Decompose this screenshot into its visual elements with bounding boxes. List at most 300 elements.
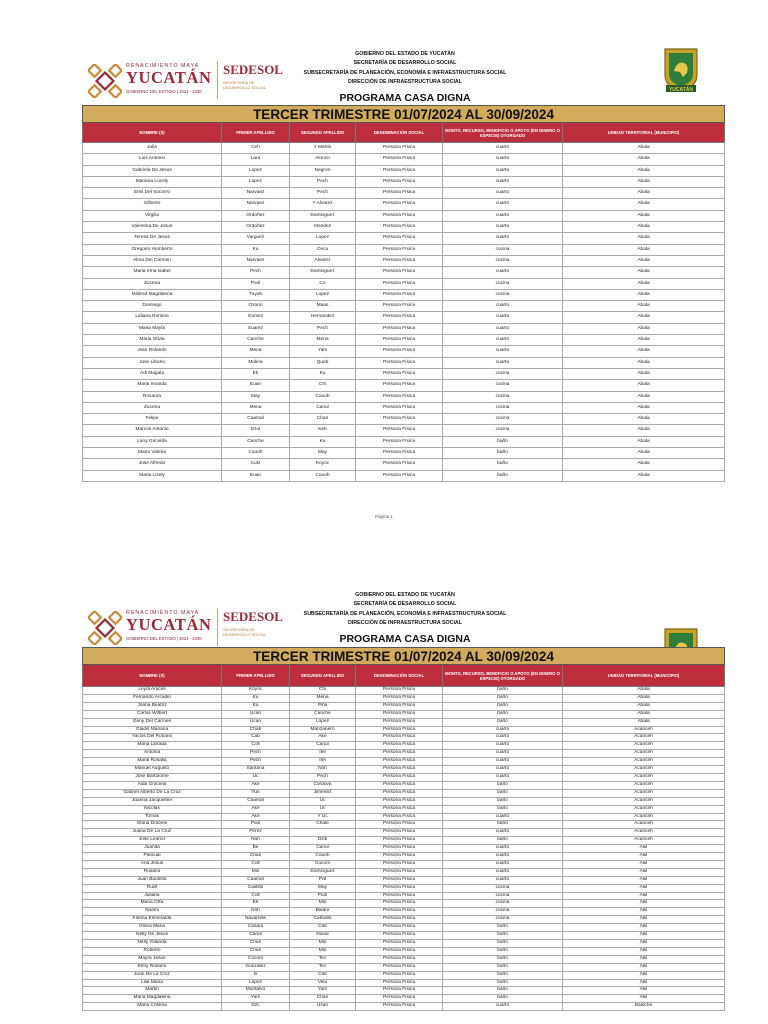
cell-nombre: Carlos Wilbert <box>83 710 222 718</box>
cell-denominacion: Persona Física <box>356 368 443 379</box>
cell-primer-apellido: Lopez <box>222 979 290 987</box>
cell-denominacion: Persona Física <box>356 702 443 710</box>
table-row <box>83 758 725 766</box>
cell-unidad: Abala <box>563 165 725 176</box>
logo-divider <box>217 61 218 99</box>
table-row <box>83 908 725 916</box>
cell-nombre: Juana De La Cruz <box>83 829 222 837</box>
cell-unidad: Acanceh <box>563 805 725 813</box>
cell-segundo-apellido: Tec <box>290 955 356 963</box>
table-row <box>83 781 725 789</box>
cell-monto: cuarto <box>443 868 563 876</box>
cell-denominacion: Persona Física <box>356 916 443 924</box>
table-row <box>83 702 725 710</box>
cell-primer-apellido: Ek <box>222 368 290 379</box>
cell-nombre: Zucena <box>83 402 222 413</box>
cell-monto: cuarto <box>443 853 563 861</box>
cell-unidad: Abala <box>563 199 725 210</box>
cell-monto: cuarto <box>443 267 563 278</box>
cell-segundo-apellido: Naval <box>290 932 356 940</box>
cell-denominacion: Persona Física <box>356 718 443 726</box>
cell-denominacion: Persona Física <box>356 323 443 334</box>
table-row <box>83 940 725 948</box>
cell-denominacion: Persona Física <box>356 860 443 868</box>
cell-monto: cocina <box>443 402 563 413</box>
table-row <box>83 687 725 695</box>
cell-denominacion: Persona Física <box>356 210 443 221</box>
cell-nombre: Maria Valeria <box>83 448 222 459</box>
cell-unidad: Akil <box>563 916 725 924</box>
cell-unidad: Abala <box>563 687 725 695</box>
cell-segundo-apellido: Canul <box>290 742 356 750</box>
cell-unidad: Abala <box>563 391 725 402</box>
cell-monto: baño <box>443 947 563 955</box>
table-row <box>83 876 725 884</box>
cell-nombre: Nelly Yolanda <box>83 940 222 948</box>
cell-primer-apellido: Couoh <box>222 448 290 459</box>
program-title: PROGRAMA CASA DIGNA <box>339 92 471 104</box>
cell-segundo-apellido: Alonzo <box>290 154 356 165</box>
cell-denominacion: Persona Física <box>356 154 443 165</box>
cell-segundo-apellido: Jimenez <box>290 789 356 797</box>
sedesol-logo: SEDESOL <box>223 609 283 624</box>
cell-nombre: Luis Antonio <box>83 154 222 165</box>
cell-segundo-apellido: Negron <box>290 165 356 176</box>
cell-primer-apellido: Lara <box>222 154 290 165</box>
cell-unidad: Abala <box>563 301 725 312</box>
cell-monto: cuarto <box>443 773 563 781</box>
cell-primer-apellido: Molina <box>222 357 290 368</box>
col-header-denominacion: DENOMINACIÓN SOCIAL <box>356 123 443 143</box>
cell-denominacion: Persona Física <box>356 979 443 987</box>
cell-unidad: Abala <box>563 323 725 334</box>
cell-unidad: Akil <box>563 876 725 884</box>
cell-monto: cuarto <box>443 845 563 853</box>
cell-nombre: Yacios Del Rosario <box>83 734 222 742</box>
table-row <box>83 448 725 459</box>
cell-denominacion: Persona Física <box>356 758 443 766</box>
cell-unidad: Abala <box>563 436 725 447</box>
cell-monto: cuarto <box>443 1003 563 1011</box>
cell-unidad: Akil <box>563 845 725 853</box>
header-line-1: GOBIERNO DEL ESTADO DE YUCATÁN <box>355 592 455 598</box>
cell-monto: cuarto <box>443 312 563 323</box>
cell-nombre: Fatima Esmeralda <box>83 916 222 924</box>
cell-unidad: Akil <box>563 900 725 908</box>
table-row <box>83 892 725 900</box>
cell-monto: cocina <box>443 892 563 900</box>
cell-segundo-apellido: May <box>290 448 356 459</box>
cell-nombre: Maria Librada <box>83 742 222 750</box>
cell-nombre: Jose Rolando <box>83 346 222 357</box>
cell-primer-apellido: Dzul <box>222 425 290 436</box>
cell-denominacion: Persona Física <box>356 734 443 742</box>
cell-monto: baño <box>443 971 563 979</box>
cell-primer-apellido: Coll <box>222 742 290 750</box>
cell-primer-apellido: Cutz <box>222 459 290 470</box>
cell-primer-apellido: Koyoc <box>222 687 290 695</box>
cell-monto: baño <box>443 710 563 718</box>
cell-monto: baño <box>443 940 563 948</box>
cell-denominacion: Persona Física <box>356 932 443 940</box>
sedesol-logo: SEDESOL <box>223 62 283 77</box>
cell-nombre: Mildred Magdalena <box>83 289 222 300</box>
cell-nombre: Maria Lizely <box>83 470 222 481</box>
cell-primer-apellido: Perez <box>222 829 290 837</box>
cell-nombre: Maria Magdalena <box>83 995 222 1003</box>
cell-segundo-apellido: Itel <box>290 758 356 766</box>
cell-monto: baño <box>443 718 563 726</box>
cell-denominacion: Persona Física <box>356 143 443 154</box>
cell-denominacion: Persona Física <box>356 448 443 459</box>
cell-segundo-apellido: Pech <box>290 176 356 187</box>
cell-segundo-apellido: Chan <box>290 414 356 425</box>
table-row <box>83 470 725 481</box>
cell-nombre: Geny Del Carmen <box>83 718 222 726</box>
cell-segundo-apellido: Ku <box>290 368 356 379</box>
cell-primer-apellido: Chan <box>222 947 290 955</box>
header-line-3: SUBSECRETARÍA DE PLANEACIÓN, ECONOMÍA E INFRAESTRUCTURA SOCIAL <box>303 69 507 76</box>
cell-denominacion: Persona Física <box>356 837 443 845</box>
table-row <box>83 766 725 774</box>
table-row <box>83 244 725 255</box>
cell-segundo-apellido: Pech <box>290 773 356 781</box>
cell-denominacion: Persona Física <box>356 687 443 695</box>
cell-denominacion: Persona Física <box>356 726 443 734</box>
state-name: YUCATÁN <box>126 68 212 87</box>
cell-monto: cuarto <box>443 726 563 734</box>
cell-denominacion: Persona Física <box>356 821 443 829</box>
cell-monto: cocina <box>443 884 563 892</box>
cell-segundo-apellido: Cocom <box>290 860 356 868</box>
col-header-nombre: NOMBRE (S) <box>83 665 222 687</box>
table-row <box>83 987 725 995</box>
cell-unidad: Abala <box>563 222 725 233</box>
table-row <box>83 789 725 797</box>
cell-denominacion: Persona Física <box>356 436 443 447</box>
table-row <box>83 805 725 813</box>
cell-denominacion: Persona Física <box>356 813 443 821</box>
yucatan-shield-icon <box>662 47 700 93</box>
yucatan-logo <box>88 58 293 102</box>
table-row <box>83 425 725 436</box>
table-row <box>83 813 725 821</box>
cell-nombre: Juan Bautista <box>83 876 222 884</box>
cell-segundo-apellido: Pat <box>290 876 356 884</box>
cell-segundo-apellido: Cordova <box>290 781 356 789</box>
cell-monto: cuarto <box>443 346 563 357</box>
table-row <box>83 955 725 963</box>
col-header-monto: MONTO, RECURSO, BENEFICIO O APOYO (EN DINERO O ESPECIE) OTORGADO <box>443 665 563 687</box>
col-header-segundo-apellido: SEGUNDO APELLIDO <box>290 123 356 143</box>
cell-nombre: Gabriel Alberto De La Cruz <box>83 789 222 797</box>
cell-unidad: Abala <box>563 335 725 346</box>
cell-denominacion: Persona Física <box>356 971 443 979</box>
cell-monto: cocina <box>443 380 563 391</box>
cell-segundo-apellido: Canul <box>290 402 356 413</box>
cell-monto: cuarto <box>443 210 563 221</box>
cell-primer-apellido: Be <box>222 845 290 853</box>
table-row <box>83 233 725 244</box>
cell-monto: baño <box>443 470 563 481</box>
cell-unidad: Acanceh <box>563 734 725 742</box>
cell-monto: cuarto <box>443 154 563 165</box>
cell-segundo-apellido: Ceca <box>290 244 356 255</box>
cell-unidad: Acanceh <box>563 742 725 750</box>
cell-segundo-apellido: Uc <box>290 797 356 805</box>
cell-nombre: Maria Maybi <box>83 323 222 334</box>
header-line-1: GOBIERNO DEL ESTADO DE YUCATÁN <box>355 51 455 57</box>
cell-denominacion: Persona Física <box>356 876 443 884</box>
table-row <box>83 694 725 702</box>
cell-monto: cuarto <box>443 357 563 368</box>
cell-nombre: Felipe <box>83 414 222 425</box>
cell-nombre: Gregorio Humberto <box>83 244 222 255</box>
cell-denominacion: Persona Física <box>356 853 443 861</box>
cell-denominacion: Persona Física <box>356 773 443 781</box>
table-row <box>83 154 725 165</box>
cell-unidad: Abala <box>563 233 725 244</box>
table-title: TERCER TRIMESTRE 01/07/2024 AL 30/09/2024 <box>83 648 725 665</box>
cell-segundo-apellido: Hernandez <box>290 312 356 323</box>
cell-nombre: Pascual <box>83 853 222 861</box>
cell-denominacion: Persona Física <box>356 710 443 718</box>
cell-primer-apellido: Ordoñez <box>222 222 290 233</box>
cell-primer-apellido: Pool <box>222 278 290 289</box>
beneficiaries-table-page-1 <box>82 105 724 482</box>
cell-segundo-apellido: Tec <box>290 963 356 971</box>
table-row <box>83 436 725 447</box>
col-header-primer-apellido: PRIMER APELLIDO <box>222 665 290 687</box>
cell-nombre: Joana Beatriz <box>83 702 222 710</box>
cell-primer-apellido: Narvaez <box>222 199 290 210</box>
header-lines <box>300 591 510 628</box>
cell-monto: baño <box>443 987 563 995</box>
cell-monto: cuarto <box>443 323 563 334</box>
cell-segundo-apellido: Couoh <box>290 470 356 481</box>
cell-nombre: Nelly De Jesus <box>83 932 222 940</box>
cell-primer-apellido: Chab <box>222 726 290 734</box>
cell-unidad: Abala <box>563 448 725 459</box>
cell-unidad: Abala <box>563 702 725 710</box>
cell-segundo-apellido: Pech <box>290 188 356 199</box>
cell-nombre: Elmy Rosario <box>83 963 222 971</box>
cell-denominacion: Persona Física <box>356 391 443 402</box>
cell-segundo-apellido: Piña <box>290 702 356 710</box>
cell-segundo-apellido: Mis <box>290 947 356 955</box>
cell-nombre: Fernando Arcadio <box>83 694 222 702</box>
cell-unidad: Abala <box>563 278 725 289</box>
cell-nombre: Jose Bartolome <box>83 773 222 781</box>
cell-denominacion: Persona Física <box>356 947 443 955</box>
cell-nombre: Lidiana Romina <box>83 312 222 323</box>
cell-primer-apellido: Narvaez <box>222 255 290 266</box>
header-line-4: DIRECCIÓN DE INFRAESTRUCTURA SOCIAL <box>348 78 462 85</box>
cell-primer-apellido: Suarez <box>222 323 290 334</box>
cell-monto: cocina <box>443 414 563 425</box>
maya-ornament-icon <box>88 611 122 645</box>
cell-monto: baño <box>443 459 563 470</box>
cell-unidad: Abala <box>563 188 725 199</box>
table-row <box>83 165 725 176</box>
cell-unidad: Akil <box>563 971 725 979</box>
cell-monto: baño <box>443 702 563 710</box>
table-row <box>83 176 725 187</box>
cell-nombre: Antonia <box>83 750 222 758</box>
cell-segundo-apellido: Queb <box>290 357 356 368</box>
table-header-row <box>83 665 725 687</box>
cell-monto: cuarto <box>443 176 563 187</box>
cell-monto: cuarto <box>443 188 563 199</box>
cell-segundo-apellido: Carballo <box>290 916 356 924</box>
table-row <box>83 837 725 845</box>
cell-denominacion: Persona Física <box>356 267 443 278</box>
header-line-4: DIRECCIÓN DE INFRAESTRUCTURA SOCIAL <box>348 619 462 626</box>
cell-unidad: Acanceh <box>563 789 725 797</box>
cell-primer-apellido: Montalvo <box>222 987 290 995</box>
cell-nombre: Alma Del Carmen <box>83 255 222 266</box>
cell-primer-apellido: Canche <box>222 335 290 346</box>
col-header-primer-apellido: PRIMER APELLIDO <box>222 123 290 143</box>
cell-unidad: Abala <box>563 718 725 726</box>
cell-primer-apellido: Dzc <box>222 1003 290 1011</box>
cell-monto: cuarto <box>443 758 563 766</box>
table-row <box>83 821 725 829</box>
cell-monto: cuarto <box>443 222 563 233</box>
cell-unidad: Akil <box>563 892 725 900</box>
cell-unidad: Acanceh <box>563 821 725 829</box>
cell-unidad: Acanceh <box>563 750 725 758</box>
cell-nombre: Leydi Araceli <box>83 687 222 695</box>
cell-unidad: Abala <box>563 346 725 357</box>
cell-denominacion: Persona Física <box>356 346 443 357</box>
cell-nombre: Jose Leonor <box>83 837 222 845</box>
cell-monto: cocina <box>443 425 563 436</box>
cell-monto: baño <box>443 979 563 987</box>
cell-primer-apellido: Ceh <box>222 143 290 154</box>
cell-primer-apellido: May <box>222 391 290 402</box>
cell-monto: cuarto <box>443 233 563 244</box>
cell-primer-apellido: Ek <box>222 900 290 908</box>
cell-denominacion: Persona Física <box>356 789 443 797</box>
cell-nombre: Julia <box>83 143 222 154</box>
state-name: YUCATÁN <box>126 615 212 634</box>
cell-unidad: Akil <box>563 853 725 861</box>
header-line-2: SECRETARÍA DE DESARROLLO SOCIAL <box>353 601 457 608</box>
cell-monto: baño <box>443 821 563 829</box>
cell-segundo-apellido: Balam <box>290 908 356 916</box>
cell-primer-apellido: Chan <box>222 940 290 948</box>
cell-segundo-apellido: Pech <box>290 323 356 334</box>
cell-unidad: Abala <box>563 368 725 379</box>
cell-segundo-apellido: Mena <box>290 335 356 346</box>
table-row <box>83 845 725 853</box>
cell-denominacion: Persona Física <box>356 335 443 346</box>
cell-primer-apellido: Pech <box>222 267 290 278</box>
cell-denominacion: Persona Física <box>356 380 443 391</box>
cell-monto: cuarto <box>443 742 563 750</box>
cell-segundo-apellido: Y Alvarez <box>290 199 356 210</box>
cell-unidad: Abala <box>563 176 725 187</box>
cell-denominacion: Persona Física <box>356 165 443 176</box>
cell-primer-apellido: Ku <box>222 694 290 702</box>
cell-primer-apellido: Santana <box>222 766 290 774</box>
cell-nombre: Ana Jesus <box>83 860 222 868</box>
cell-nombre: Gladis Mariana <box>83 726 222 734</box>
cell-nombre: Lilia Maria <box>83 979 222 987</box>
col-header-unidad: UNIDAD TERRITORIAL (MUNICIPIO) <box>563 123 725 143</box>
cell-segundo-apellido: Yam <box>290 987 356 995</box>
cell-segundo-apellido: Pool <box>290 892 356 900</box>
cell-denominacion: Persona Física <box>356 963 443 971</box>
cell-segundo-apellido: Mena <box>290 694 356 702</box>
cell-unidad: Abala <box>563 710 725 718</box>
cell-segundo-apellido: Dominguez <box>290 267 356 278</box>
cell-nombre: Gloria Dolores <box>83 821 222 829</box>
cell-nombre: Maria Rosalia <box>83 758 222 766</box>
table-row <box>83 979 725 987</box>
table-row <box>83 1003 725 1011</box>
cell-segundo-apellido: Lopez <box>290 718 356 726</box>
cell-nombre: Maria Orfa <box>83 900 222 908</box>
table-row <box>83 963 725 971</box>
cell-nombre: Mayra Jesus <box>83 955 222 963</box>
cell-primer-apellido: Euan <box>222 380 290 391</box>
cell-segundo-apellido: Cab <box>290 924 356 932</box>
cell-primer-apellido: Caamal <box>222 876 290 884</box>
cell-denominacion: Persona Física <box>356 766 443 774</box>
yucatan-logo <box>88 605 293 649</box>
cell-nombre: Lany Gricelda <box>83 436 222 447</box>
cell-monto: baño <box>443 436 563 447</box>
cell-primer-apellido: Pool <box>222 821 290 829</box>
table-title-row <box>83 106 725 123</box>
cell-primer-apellido: Ku <box>222 702 290 710</box>
cell-denominacion: Persona Física <box>356 176 443 187</box>
table-row <box>83 267 725 278</box>
cell-monto: cocina <box>443 289 563 300</box>
cell-monto: cuarto <box>443 165 563 176</box>
cell-monto: cuarto <box>443 829 563 837</box>
cell-primer-apellido: Mis <box>222 868 290 876</box>
cell-unidad: Abala <box>563 425 725 436</box>
table-row <box>83 995 725 1003</box>
cell-unidad: Akil <box>563 987 725 995</box>
cell-monto: cuarto <box>443 750 563 758</box>
cell-monto: baño <box>443 797 563 805</box>
cell-denominacion: Persona Física <box>356 750 443 758</box>
cell-nombre: Virgilio <box>83 210 222 221</box>
table-row <box>83 289 725 300</box>
table-row <box>83 391 725 402</box>
sedesol-subtitle: SECRETARÍA DE DESARROLLO SOCIAL <box>223 80 267 90</box>
page-header <box>0 589 768 647</box>
svg-text:YUCATÁN: YUCATÁN <box>668 86 694 93</box>
cell-primer-apellido: Ix <box>222 971 290 979</box>
cell-denominacion: Persona Física <box>356 357 443 368</box>
table-row <box>83 750 725 758</box>
cell-primer-apellido: Canara <box>222 924 290 932</box>
cell-denominacion: Persona Física <box>356 868 443 876</box>
cell-segundo-apellido: Cab <box>290 971 356 979</box>
table-row <box>83 742 725 750</box>
cell-segundo-apellido: Itel <box>290 750 356 758</box>
table-header-row <box>83 123 725 143</box>
cell-denominacion: Persona Física <box>356 884 443 892</box>
cell-primer-apellido: Noh <box>222 837 290 845</box>
cell-denominacion: Persona Física <box>356 694 443 702</box>
cell-denominacion: Persona Física <box>356 1003 443 1011</box>
